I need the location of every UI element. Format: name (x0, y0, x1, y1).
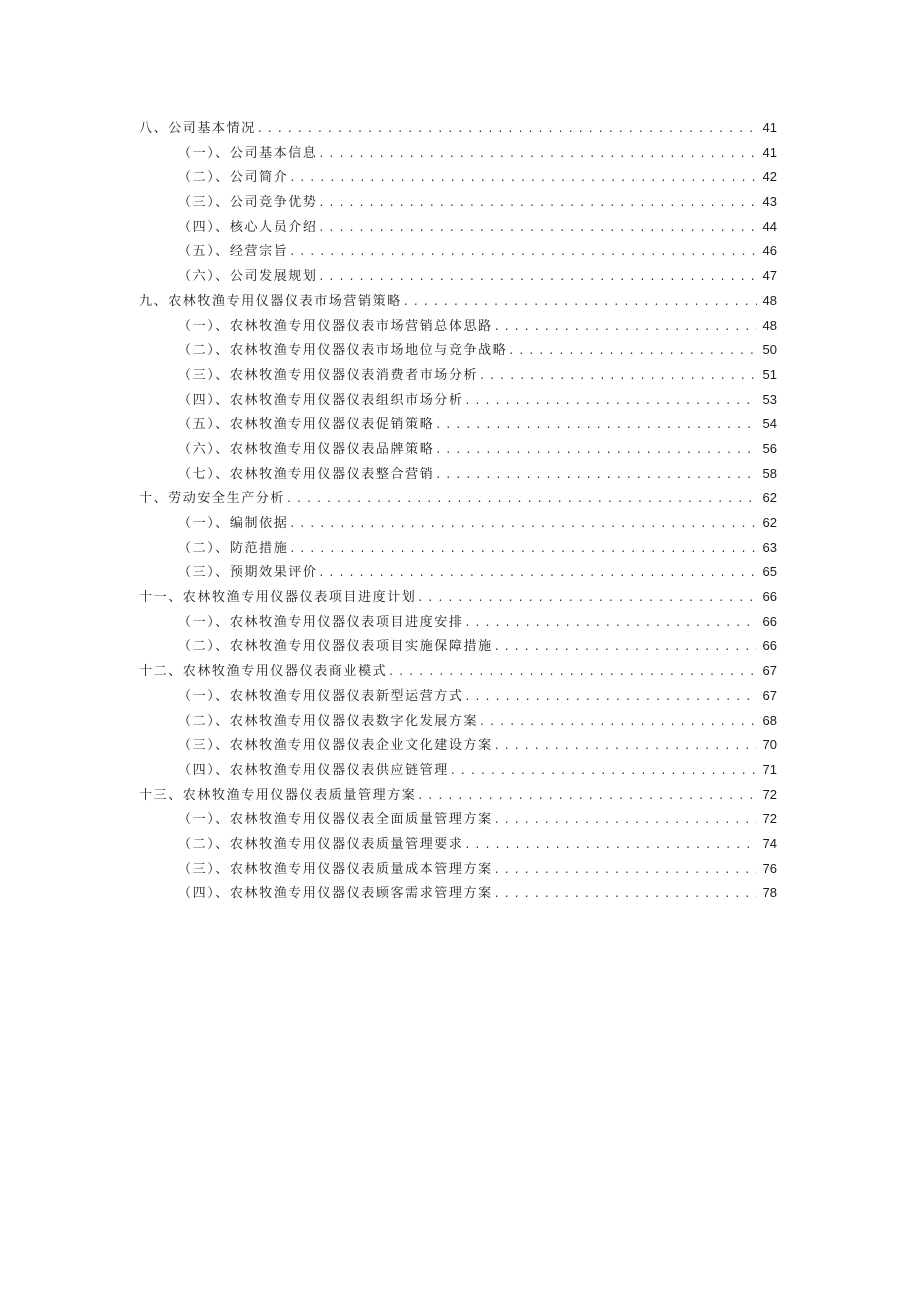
toc-entry-title: （五）、经营宗旨 (178, 244, 289, 260)
toc-dot-leader (495, 634, 757, 659)
toc-dot-leader (290, 511, 757, 536)
toc-section-entry[interactable] (139, 709, 777, 734)
toc-section-entry[interactable] (139, 807, 777, 832)
toc-section-entry[interactable] (139, 560, 777, 585)
toc-chapter-entry[interactable] (139, 486, 777, 511)
toc-page-number: 44 (762, 218, 777, 234)
toc-entry-title: （三）、农林牧渔专用仪器仪表质量成本管理方案 (178, 861, 493, 877)
toc-dot-leader (258, 116, 757, 141)
toc-dot-leader (495, 314, 757, 339)
toc-entry-title: 九、农林牧渔专用仪器仪表市场营销策略 (139, 293, 402, 309)
toc-dot-leader (509, 338, 757, 363)
toc-page-number: 48 (762, 292, 777, 308)
toc-entry-title: （一）、农林牧渔专用仪器仪表全面质量管理方案 (178, 812, 493, 828)
toc-section-entry[interactable] (139, 511, 777, 536)
toc-page-number: 65 (762, 564, 777, 580)
toc-section-entry[interactable] (139, 190, 777, 215)
toc-entry-title: （三）、农林牧渔专用仪器仪表企业文化建设方案 (178, 738, 493, 754)
toc-dot-leader (436, 462, 757, 487)
toc-section-entry[interactable] (139, 215, 777, 240)
toc-entry-title: （二）、农林牧渔专用仪器仪表质量管理要求 (178, 836, 464, 852)
toc-entry-title: （二）、农林牧渔专用仪器仪表市场地位与竞争战略 (178, 343, 508, 359)
toc-section-entry[interactable] (139, 536, 777, 561)
toc-section-entry[interactable] (139, 610, 777, 635)
toc-dot-leader (466, 610, 757, 635)
toc-dot-leader (418, 585, 757, 610)
toc-page-number: 72 (762, 786, 777, 802)
toc-entry-title: （七）、农林牧渔专用仪器仪表整合营销 (178, 466, 435, 482)
toc-section-entry[interactable] (139, 165, 777, 190)
toc-chapter-entry[interactable] (139, 585, 777, 610)
toc-dot-leader (404, 289, 757, 314)
toc-page-number: 46 (762, 243, 777, 259)
toc-section-entry[interactable] (139, 684, 777, 709)
toc-entry-title: 十二、农林牧渔专用仪器仪表商业模式 (139, 664, 388, 680)
toc-entry-title: （三）、预期效果评价 (178, 565, 318, 581)
toc-dot-leader (466, 832, 757, 857)
toc-entry-title: （六）、农林牧渔专用仪器仪表品牌策略 (178, 441, 435, 457)
toc-section-entry[interactable] (139, 733, 777, 758)
toc-chapter-entry[interactable] (139, 659, 777, 684)
toc-section-entry[interactable] (139, 314, 777, 339)
toc-dot-leader (495, 857, 757, 882)
toc-page-number: 62 (762, 515, 777, 530)
toc-page-number: 50 (762, 342, 777, 358)
toc-dot-leader (320, 560, 757, 585)
toc-dot-leader (320, 215, 757, 240)
toc-section-entry[interactable] (139, 832, 777, 857)
toc-dot-leader (495, 807, 757, 832)
toc-dot-leader (290, 536, 757, 561)
toc-page-number: 48 (762, 317, 777, 333)
toc-dot-leader (436, 437, 757, 462)
toc-page-number: 74 (762, 835, 777, 851)
toc-page-number: 58 (762, 465, 777, 481)
toc-entry-title: （二）、农林牧渔专用仪器仪表数字化发展方案 (178, 713, 479, 729)
toc-page-number: 51 (762, 366, 777, 382)
toc-page-number: 71 (762, 761, 777, 777)
toc-entry-title: （五）、农林牧渔专用仪器仪表促销策略 (178, 417, 435, 433)
toc-section-entry[interactable] (139, 412, 777, 437)
toc-entry-title: 十、劳动安全生产分析 (139, 491, 286, 507)
toc-dot-leader (466, 684, 757, 709)
toc-entry-title: （二）、农林牧渔专用仪器仪表项目实施保障措施 (178, 639, 493, 655)
toc-entry-title: （一）、公司基本信息 (178, 145, 318, 161)
toc-page-number: 67 (762, 663, 777, 679)
toc-dot-leader (480, 709, 757, 734)
toc-entry-title: （一）、农林牧渔专用仪器仪表项目进度安排 (178, 614, 464, 630)
toc-dot-leader (495, 733, 757, 758)
toc-page-number: 76 (762, 860, 777, 876)
toc-page-number: 41 (762, 144, 777, 160)
toc-section-entry[interactable] (139, 857, 777, 882)
toc-section-entry[interactable] (139, 141, 777, 166)
toc-dot-leader (418, 783, 757, 808)
toc-dot-leader (290, 239, 757, 264)
toc-page-number: 42 (762, 169, 777, 185)
toc-dot-leader (480, 363, 757, 388)
toc-section-entry[interactable] (139, 758, 777, 783)
toc-page-number: 62 (762, 490, 777, 506)
toc-page-number: 63 (762, 539, 777, 555)
toc-page-number: 67 (762, 687, 777, 703)
toc-entry-title: （四）、核心人员介绍 (178, 219, 318, 235)
toc-section-entry[interactable] (139, 264, 777, 289)
toc-chapter-entry[interactable] (139, 116, 777, 141)
toc-section-entry[interactable] (139, 338, 777, 363)
toc-section-entry[interactable] (139, 363, 777, 388)
toc-section-entry[interactable] (139, 437, 777, 462)
toc-page-number: 66 (762, 638, 777, 654)
toc-page-number: 66 (762, 589, 777, 605)
table-of-contents (139, 116, 777, 906)
toc-entry-title: 十三、农林牧渔专用仪器仪表质量管理方案 (139, 787, 417, 803)
toc-entry-title: （六）、公司发展规划 (178, 269, 318, 285)
toc-page-number: 78 (762, 885, 777, 901)
toc-section-entry[interactable] (139, 239, 777, 264)
toc-dot-leader (320, 190, 757, 215)
toc-page-number: 68 (762, 712, 777, 728)
toc-page-number: 47 (762, 268, 777, 284)
toc-entry-title: 八、公司基本情况 (139, 121, 256, 136)
toc-entry-title: （四）、农林牧渔专用仪器仪表组织市场分析 (178, 392, 464, 408)
toc-chapter-entry[interactable] (139, 289, 777, 314)
toc-chapter-entry[interactable] (139, 783, 777, 808)
toc-entry-title: （三）、公司竞争优势 (178, 195, 318, 211)
toc-dot-leader (451, 758, 757, 783)
toc-page-number: 70 (762, 737, 777, 753)
toc-page-number: 41 (762, 120, 777, 135)
toc-dot-leader (436, 412, 757, 437)
toc-page-number: 54 (762, 416, 777, 432)
toc-page-number: 56 (762, 440, 777, 456)
toc-section-entry[interactable] (139, 634, 777, 659)
toc-page-number: 66 (762, 613, 777, 629)
toc-list (139, 116, 777, 906)
toc-entry-title: （四）、农林牧渔专用仪器仪表顾客需求管理方案 (178, 886, 493, 902)
toc-entry-title: （二）、防范措施 (178, 540, 289, 556)
toc-dot-leader (320, 141, 757, 166)
toc-dot-leader (495, 881, 757, 906)
toc-entry-title: （三）、农林牧渔专用仪器仪表消费者市场分析 (178, 367, 479, 383)
toc-entry-title: 十一、农林牧渔专用仪器仪表项目进度计划 (139, 590, 417, 606)
toc-entry-title: （二）、公司简介 (178, 170, 289, 186)
toc-page-number: 43 (762, 194, 777, 210)
toc-dot-leader (287, 486, 757, 511)
toc-entry-title: （一）、编制依据 (178, 516, 289, 531)
toc-entry-title: （四）、农林牧渔专用仪器仪表供应链管理 (178, 762, 449, 778)
toc-dot-leader (320, 264, 757, 289)
toc-section-entry[interactable] (139, 462, 777, 487)
toc-dot-leader (466, 388, 757, 413)
toc-entry-title: （一）、农林牧渔专用仪器仪表市场营销总体思路 (178, 318, 493, 334)
toc-dot-leader (290, 165, 757, 190)
toc-page-number: 72 (762, 811, 777, 827)
toc-section-entry[interactable] (139, 388, 777, 413)
toc-section-entry[interactable] (139, 881, 777, 906)
toc-entry-title: （一）、农林牧渔专用仪器仪表新型运营方式 (178, 688, 464, 704)
toc-dot-leader (389, 659, 757, 684)
toc-page-number: 53 (762, 391, 777, 407)
